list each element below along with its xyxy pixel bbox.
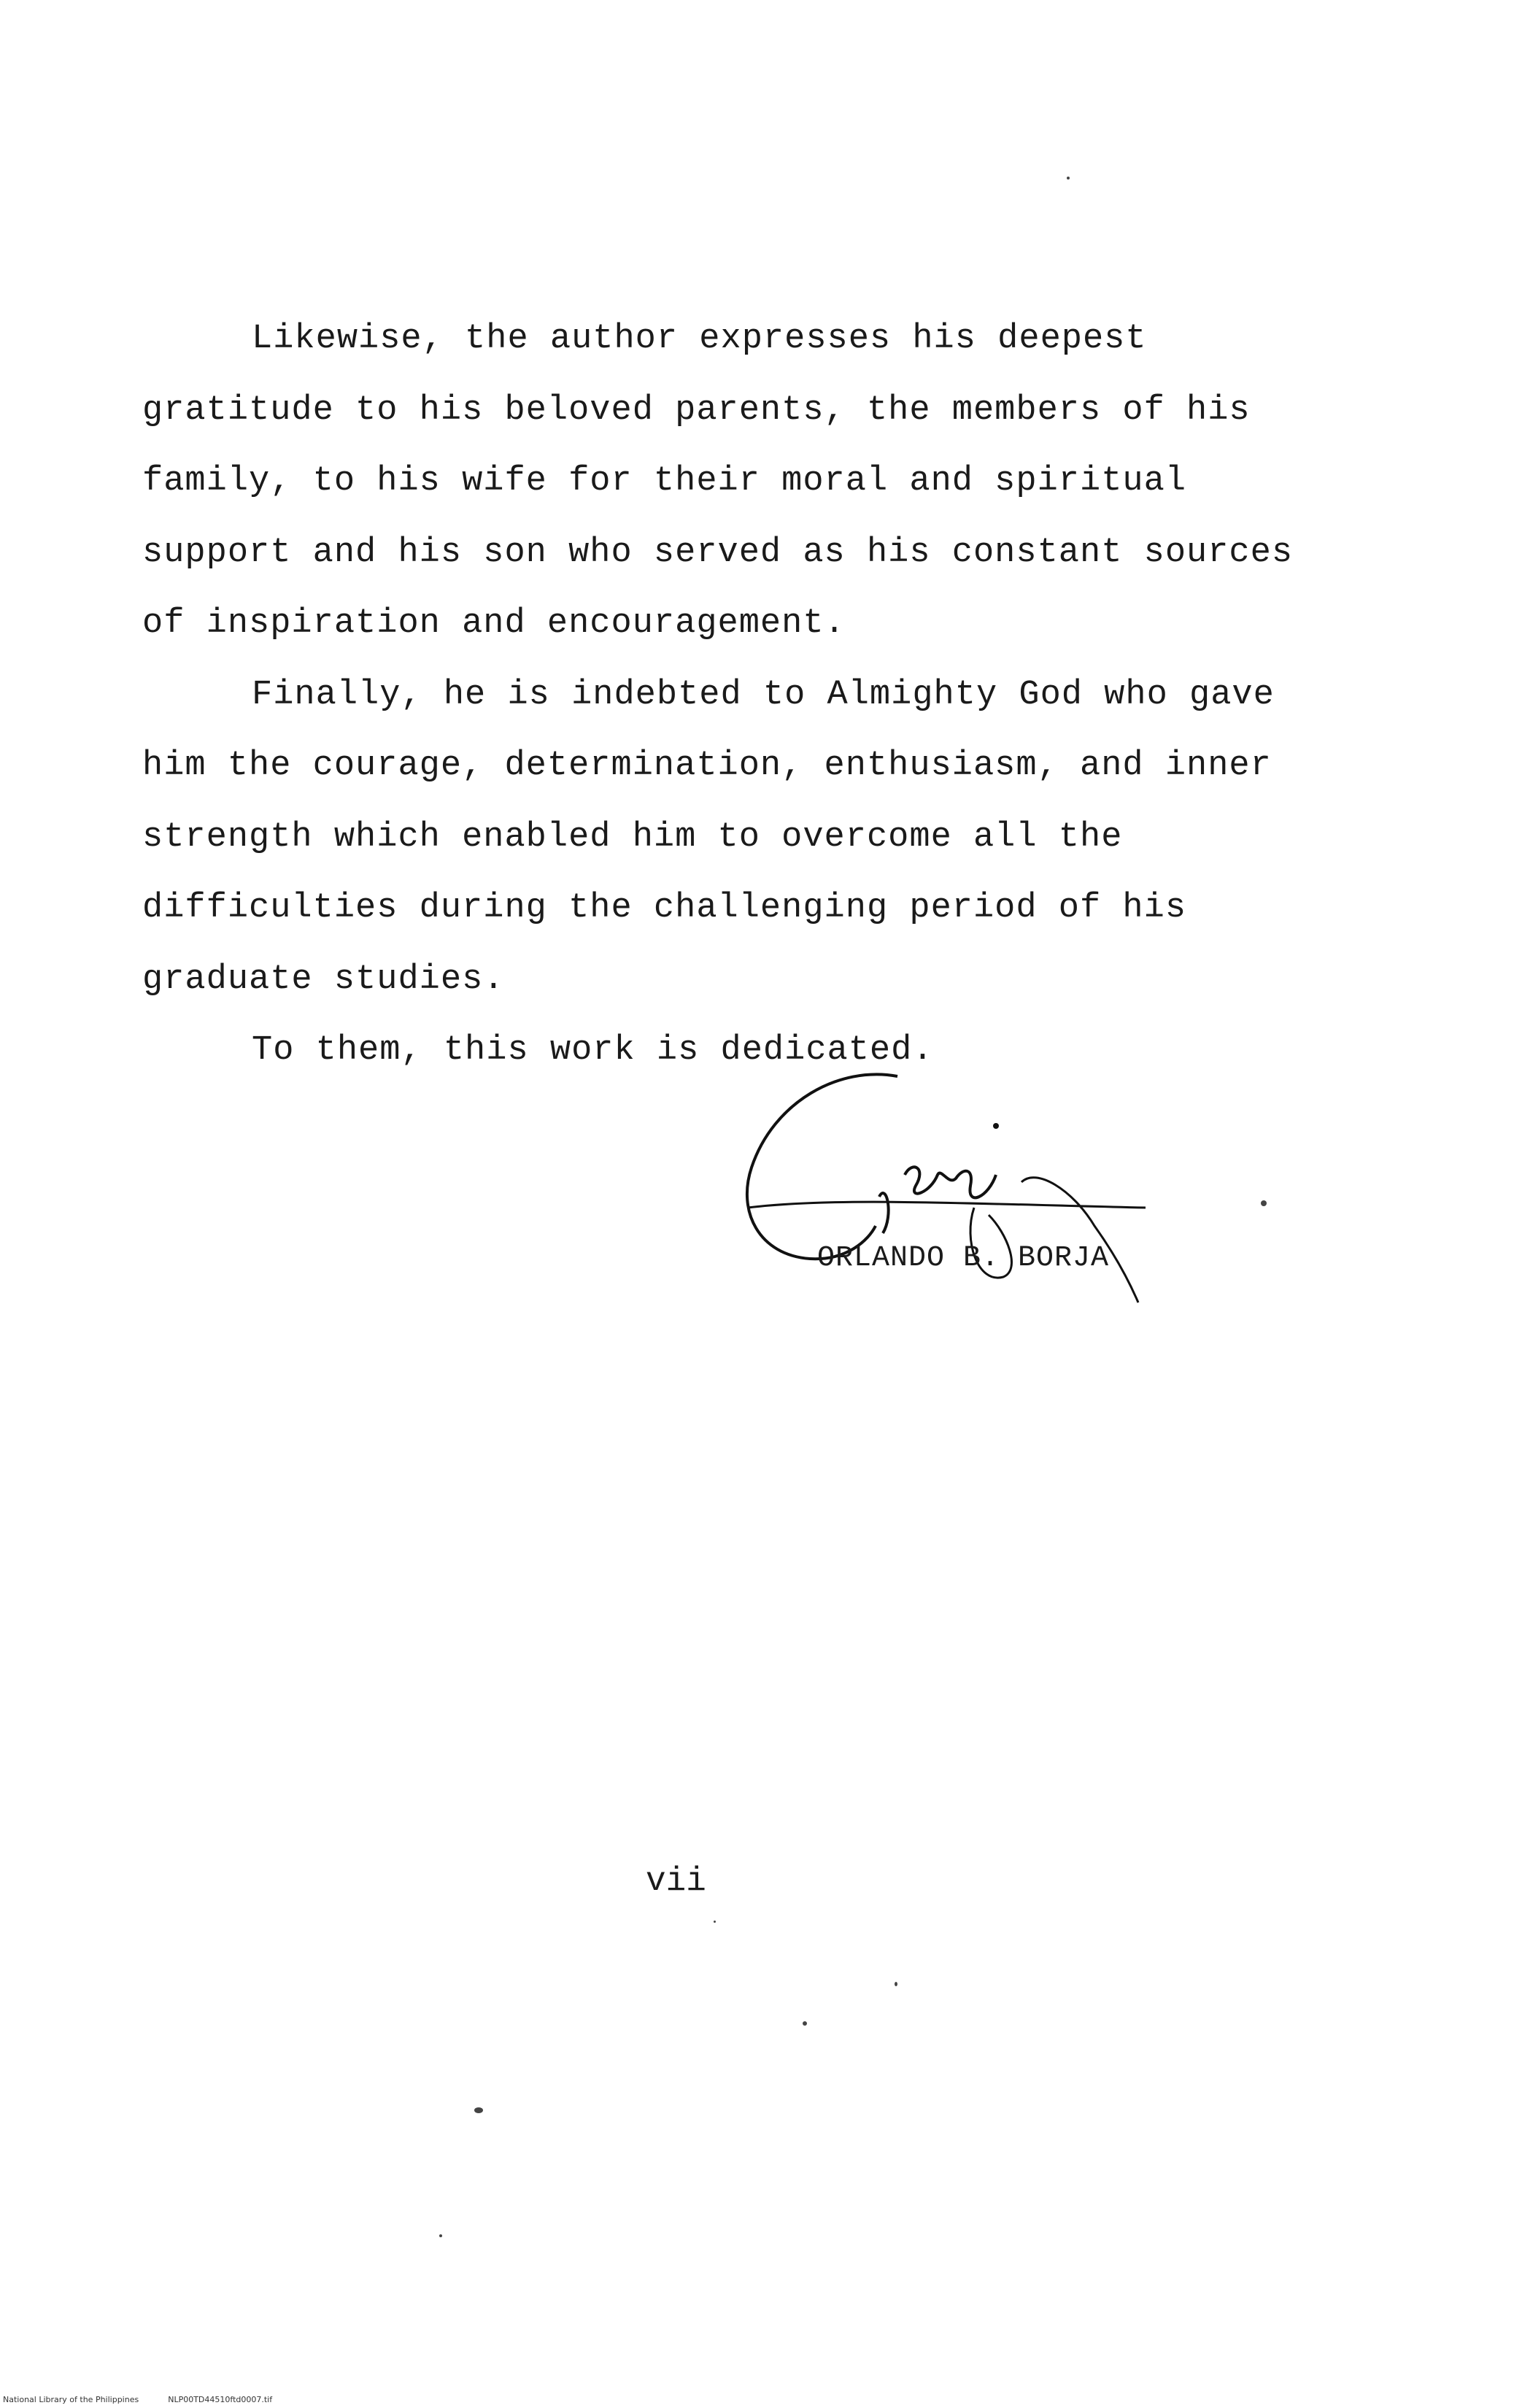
paragraph-2-line-5: graduate studies.: [142, 960, 505, 999]
scan-speck: [1067, 177, 1070, 180]
footer-filename: NLP00TD44510ftd0007.tif: [168, 2395, 273, 2404]
scan-speck: [439, 2234, 442, 2237]
page-number: vii: [646, 1862, 706, 1900]
scan-speck: [803, 2021, 807, 2026]
paragraph-2-line-2: him the courage, determination, enthusiasm, and inner: [142, 746, 1272, 785]
paragraph-2-line-3: strength which enabled him to overcome all the: [142, 818, 1123, 857]
signature-scribble: [730, 1058, 1211, 1321]
paragraph-2-line-1: Finally, he is indebted to Almighty God who gave: [252, 676, 1275, 714]
paragraph-2-line-4: difficulties during the challenging period of his: [142, 889, 1187, 927]
paragraph-1-line-1: Likewise, the author expresses his deepest: [252, 320, 1147, 358]
scan-speck: [474, 2107, 483, 2113]
paragraph-1-line-2: gratitude to his beloved parents, the members of his: [142, 391, 1251, 430]
scan-speck: [895, 1982, 897, 1986]
scan-footer: [3, 2395, 272, 2405]
signatory-name: ORLANDO B. BORJA: [817, 1242, 1110, 1275]
dedication-line: To them, this work is dedicated.: [252, 1031, 934, 1070]
scan-speck: [714, 1921, 716, 1923]
paragraph-1-line-5: of inspiration and encouragement.: [142, 604, 846, 643]
paragraph-1-line-3: family, to his wife for their moral and spiritual: [142, 462, 1187, 501]
paragraph-1-line-4: support and his son who served as his constant sources: [142, 533, 1294, 572]
footer-library: National Library of the Philippines: [3, 2395, 139, 2404]
scan-speck: [1261, 1200, 1267, 1206]
